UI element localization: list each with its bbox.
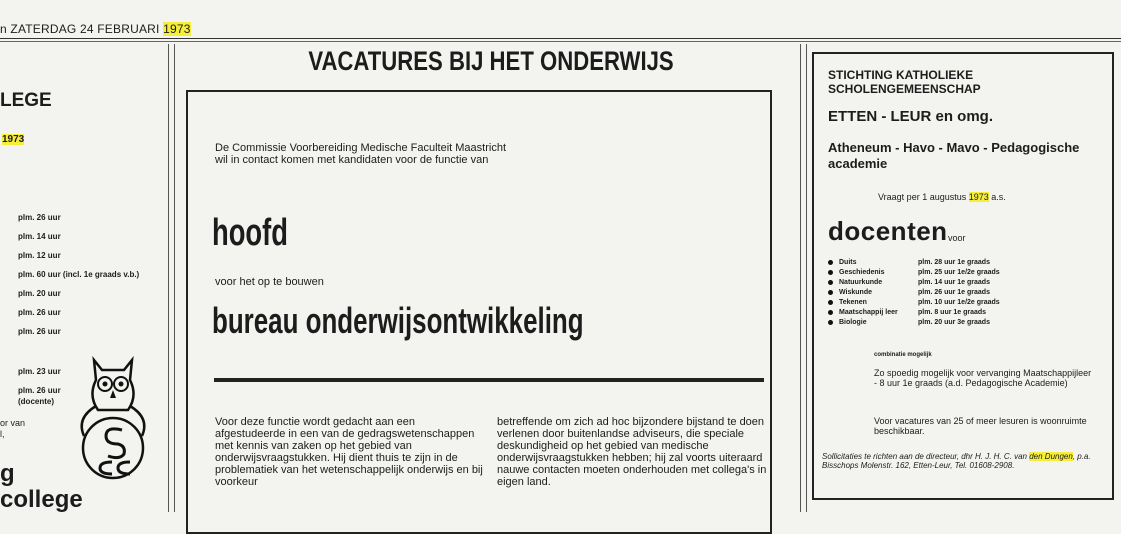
bullet-icon (828, 260, 833, 265)
bullet-icon (828, 310, 833, 315)
subject-name: Maatschappij leer (839, 309, 898, 316)
school-ad-header: STICHTING KATHOLIEKE SCHOLENGEMEENSCHAP (828, 68, 981, 96)
application-text: Sollicitaties te richten aan de directeur, dhr H. J. H. C. van (822, 452, 1030, 461)
bullet-icon (828, 300, 833, 305)
subject-name: Wiskunde (839, 289, 872, 296)
application-address: , p.a. Bisschops Molenstr. 162, Etten-Leur, Tel. 01608-2908. (822, 452, 1091, 470)
vacancy-subtitle: voor het op te bouwen (215, 276, 324, 288)
heavy-divider (214, 378, 764, 382)
left-ad-title: LEGE (0, 90, 52, 111)
request-text: Vraagt per 1 augustus (878, 192, 969, 202)
subject-hours: plm. 14 uur 1e graads (918, 279, 990, 286)
list-item: plm. 26 uur (18, 213, 61, 222)
list-item: plm. 20 uur (18, 289, 61, 298)
housing-note: Voor vacatures van 25 of meer lesuren is woonruimte beschikbaar. (874, 416, 1087, 436)
combination-note: combinatie mogelijk (874, 352, 932, 358)
subject-name: Biologie (839, 319, 867, 326)
left-ad-hours-list (18, 208, 139, 341)
school-ad-city: ETTEN - LEUR en omg. (828, 108, 993, 125)
director-name-highlight: den Dungen (1029, 452, 1073, 461)
text-line: or van (0, 418, 26, 428)
vacancy-title-main: hoofd (212, 212, 288, 254)
bullet-icon (828, 280, 833, 285)
subject-hours: plm. 8 uur 1e graads (918, 309, 987, 316)
list-item: plm. 23 uur (18, 367, 61, 376)
replacement-note: Zo spoedig mogelijk voor vervanging Maatschappijleer - 8 uur 1e graads (a.d. Pedagogische Academie) (874, 368, 1092, 388)
subject-hours: plm. 10 uur 1e/2e graads (918, 299, 1000, 306)
left-ad-name-fragment: g (0, 460, 15, 487)
table-row (828, 268, 1068, 278)
subject-name: Tekenen (839, 299, 867, 306)
owl-logo-icon (72, 356, 154, 482)
list-item: plm. 14 uur (18, 232, 61, 241)
school-ad-voor: voor (948, 233, 966, 243)
subject-hours: plm. 28 uur 1e graads (918, 259, 990, 266)
subject-name: Geschiedenis (839, 269, 885, 276)
left-ad-year-highlight: 1973 (2, 134, 25, 145)
vacancy-intro-text: De Commissie Voorbereiding Medische Faculteit Maastricht wil in contact komen met kandidaten voor de functie van (215, 142, 507, 166)
list-item: (docente) (18, 397, 54, 406)
text-line: l, (0, 429, 5, 439)
bullet-icon (828, 290, 833, 295)
vacancy-department-title: bureau onderwijsontwikkeling (212, 300, 584, 341)
table-row (828, 298, 1068, 308)
left-ad-hours-list-2 (18, 366, 61, 407)
table-row (828, 308, 1068, 318)
application-info (822, 452, 1102, 470)
request-suffix: a.s. (988, 192, 1006, 202)
column-divider-left-inner (174, 44, 175, 512)
subject-name: Natuurkunde (839, 279, 883, 286)
subjects-table (828, 258, 1068, 328)
bullet-icon (828, 270, 833, 275)
top-rule-secondary (0, 41, 1121, 42)
list-item: plm. 60 uur (incl. 1e graads v.b.) (18, 270, 140, 279)
school-ad-levels: Atheneum - Havo - Mavo - Pedagogische academie (828, 140, 1080, 171)
subject-hours: plm. 25 uur 1e/2e graads (918, 269, 1000, 276)
vacancy-body-right: betreffende om zich ad hoc bijzondere bijstand te doen verlenen door buitenlandse adviseurs, die speciale deskundigheid op het gebied van medische onderwijsvraagstukken hebben; hij zal voorts uiteraard nauwe contacten moeten onderhouden met collega's in eigen land. (497, 416, 767, 488)
request-year-highlight: 1973 (968, 192, 989, 202)
table-row (828, 258, 1068, 268)
table-row (828, 318, 1068, 328)
vacancy-body-left: Voor deze functie wordt gedacht aan een afgestudeerde in een van de gedragswetenschappen met kennis van zaken op het gebied van onderwijsvraagstukken. Hij dient thuis te zijn in de problematiek van het wetenschappelijk onderwijs en bij voorkeur (215, 416, 483, 488)
left-ad-college-word: college (0, 486, 83, 513)
column-divider-right (800, 44, 801, 512)
left-ad-small-text (0, 418, 25, 440)
list-item: plm. 26 uur (18, 327, 61, 336)
table-row (828, 288, 1068, 298)
dateline-year-highlight: 1973 (163, 22, 191, 36)
section-header: VACATURES BIJ HET ONDERWIJS (308, 46, 674, 76)
list-item: plm. 12 uur (18, 251, 61, 260)
list-item: plm. 26 uur (18, 386, 61, 395)
subject-hours: plm. 20 uur 3e graads (918, 319, 990, 326)
dateline-text: n ZATERDAG 24 FEBRUARI (0, 22, 164, 36)
column-divider-left (168, 44, 169, 512)
list-item: plm. 26 uur (18, 308, 61, 317)
top-rule (0, 38, 1121, 39)
column-divider-right-inner (806, 44, 807, 512)
bullet-icon (828, 320, 833, 325)
subject-name: Duits (839, 259, 857, 266)
school-ad-docenten: docenten (828, 216, 948, 246)
subject-hours: plm. 26 uur 1e graads (918, 289, 990, 296)
table-row (828, 278, 1068, 288)
school-ad-request-line (878, 192, 1006, 202)
dateline (0, 22, 191, 36)
